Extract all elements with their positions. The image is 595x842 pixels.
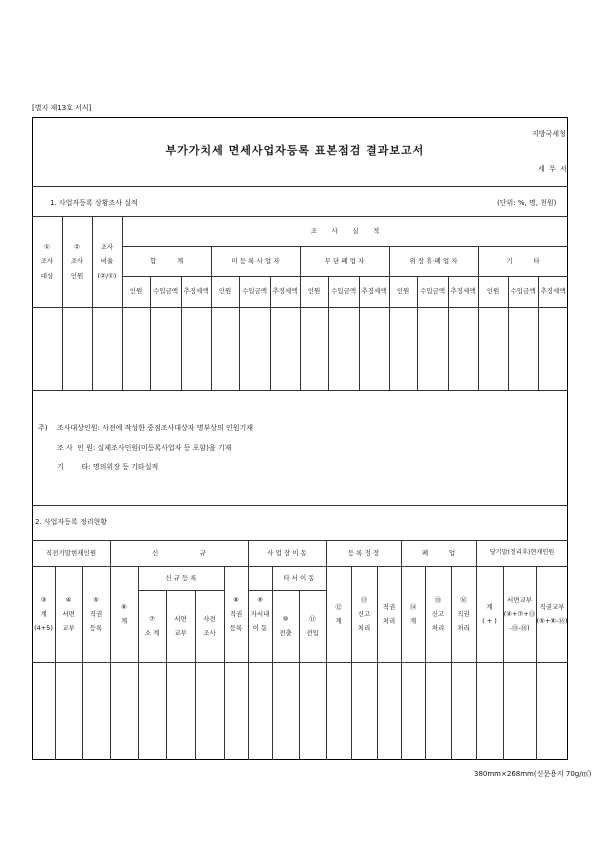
sub-people: 인원 [486, 287, 500, 296]
header-prev-count: 직전기말현재인원 [45, 548, 97, 557]
group-unauthorized-closure: 무 단 폐 업 자 [324, 256, 365, 265]
header-new: 신 규 [152, 548, 206, 557]
header-correct: 등 록 정 정 [347, 548, 380, 557]
table2-column-header: 서면 교부 [174, 614, 187, 637]
group-disguised-closure: 위 장 휴·폐 업 자 [409, 256, 458, 265]
table2-column-header: ⑨ 자서내 이 동 [250, 595, 270, 633]
section1-unit: (단위: %, 명, 천원) [497, 199, 557, 207]
table2-column-header: ⑮ 신고 처리 [431, 595, 445, 633]
col-target-header: ① 조사 대상 [40, 243, 54, 280]
table2-column-header: ⑧ 직권 등록 [229, 595, 243, 633]
sub-income: 수입금액 [241, 287, 268, 296]
table2-column-header: ④ 서면 교부 [62, 595, 75, 633]
sub-income: 수입금액 [330, 287, 357, 296]
table2-column-header: ⑤ 직권 등록 [89, 595, 103, 633]
table2-column-header: ⑩ 전출 [279, 614, 292, 637]
table2-column-header: 사전 조사 [203, 614, 216, 637]
divider [32, 186, 568, 187]
sub-income: 수입금액 [510, 287, 536, 296]
sub-tax: 추징세액 [183, 287, 209, 296]
col-people-header: ② 조사 인원 [70, 243, 84, 280]
table2-column-header: 계 ( + ) [482, 602, 497, 625]
group-other: 기 타 [506, 256, 540, 265]
form-number-label: [별지 제13호 서식] [32, 104, 92, 112]
page-title: 부가가치세 면세사업자등록 표본점검 결과보고서 [165, 144, 425, 157]
sub-income: 수입금액 [152, 287, 179, 296]
table2-column-header: ⑬ 신고 처리 [357, 595, 371, 633]
sub-tax: 추징세액 [272, 287, 298, 296]
results-header: 조 사 실 적 [310, 226, 380, 235]
divider [32, 505, 568, 506]
paper-spec-footer: 380mm×268mm(신문용지 70g/㎡) [474, 770, 592, 778]
sub-people: 인원 [218, 287, 232, 296]
sub-income: 수입금액 [419, 287, 446, 296]
header-close: 폐 업 [421, 548, 456, 557]
sub-tax: 추징세액 [540, 287, 566, 296]
col-rate-header: 조사 비율 (②/①) [97, 243, 117, 280]
section1-heading: 1. 사업자등록 상황조사 실적 [50, 199, 138, 207]
group-unregistered: 미 등 록 사 업 자 [231, 256, 280, 265]
table2-column-header: ③ 계 (4+5) [34, 595, 53, 633]
header-new-registration: 신 규 등 록 [165, 573, 197, 582]
table2-line [32, 662, 568, 663]
sub-people: 인원 [307, 287, 321, 296]
agency-label: 지방국세청 [532, 130, 566, 138]
office-label: 세 무 서 [538, 165, 568, 173]
table2-column-header: ⑯ 직권 처리 [457, 595, 470, 633]
table2-column-header: 직권 처리 [382, 602, 396, 625]
sub-tax: 추징세액 [361, 287, 387, 296]
table2-column-header: 서면교부 (④+⑦+⑬ -⑮-⑯) [503, 595, 536, 633]
sub-people: 인원 [129, 287, 143, 296]
sub-tax: 추징세액 [450, 287, 476, 296]
section2-heading: 2. 사업자등록 정리현황 [35, 518, 107, 526]
table2-column-header: 직권교부 (⑤+⑧-⑯) [536, 602, 568, 625]
form-frame [32, 117, 568, 760]
notes-prefix: 주) [38, 424, 48, 432]
table2-column-header: ⑪ 전입 [306, 614, 319, 637]
table2-column-header: ⑭ 계 [409, 602, 417, 625]
table2-column-header: ⑦ 소 계 [144, 614, 160, 637]
table1-bottom-line [32, 390, 568, 391]
sub-people: 인원 [396, 287, 410, 296]
table2-column-header: ⑫ 계 [335, 602, 342, 625]
note-line: 기 타: 명의위장 등 기타실적 [57, 463, 159, 471]
header-transfer: 타 서 이 동 [283, 573, 315, 582]
table2-column-header: ⑥ 계 [120, 602, 128, 625]
note-line: 조사대상인원: 사전에 작성한 중점조사대상자 명부상의 인원기재 [57, 424, 254, 432]
group-total: 합 계 [149, 256, 184, 265]
header-current-count: 당기말(정리후)현재인원 [489, 549, 555, 557]
header-move: 사 업 장 이 동 [267, 548, 307, 557]
note-line: 조 사 인 원: 실제조사인원(미등록사업자 등 포함)을 기재 [57, 444, 232, 452]
